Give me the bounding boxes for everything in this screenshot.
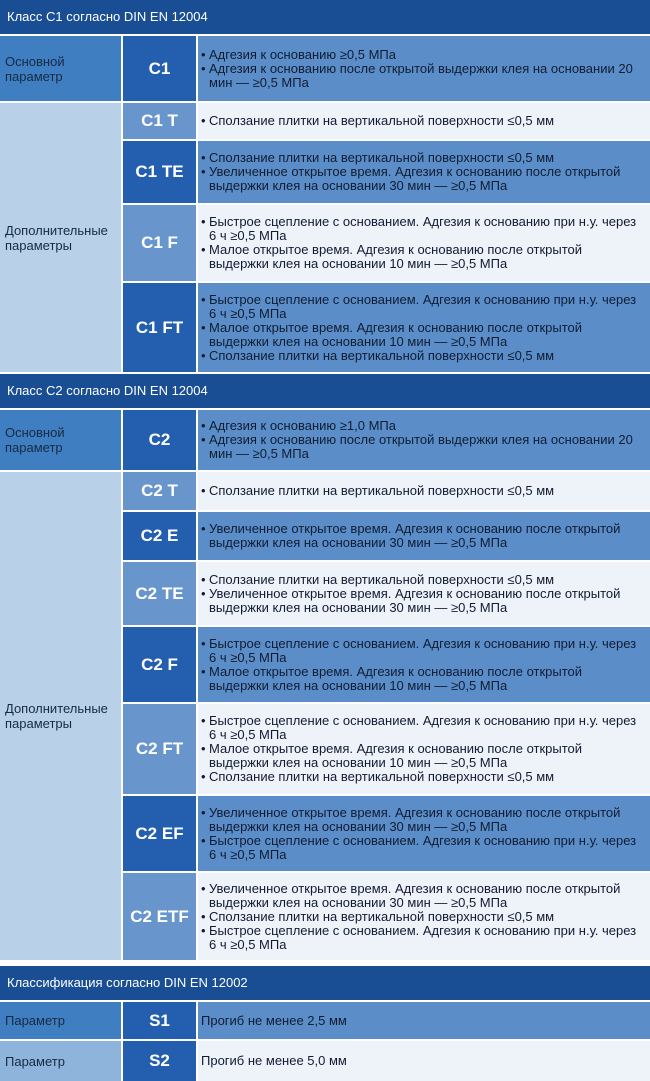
code-c1-te: C1 TE xyxy=(123,141,196,203)
desc-c1 xyxy=(198,36,650,101)
desc-c1-f-item: • Малое открытое время. Адгезия к основанию после открытой выдержки клея на основании 10 мин — ≥0,5 МПа xyxy=(201,243,642,271)
code-c1: C1 xyxy=(123,36,196,101)
desc-c2-ef xyxy=(198,796,650,871)
desc-c1-t xyxy=(198,103,650,139)
desc-c2-te xyxy=(198,562,650,625)
code-c1-t: C1 T xyxy=(123,103,196,139)
desc-c2-t-item: • Сползание плитки на вертикальной поверхности ≤0,5 мм xyxy=(201,484,642,498)
desc-c1-ft-item: • Сползание плитки на вертикальной поверхности ≤0,5 мм xyxy=(201,349,642,363)
section1-main-label: Основной параметр xyxy=(0,36,121,101)
desc-c2-etf-item: • Быстрое сцепление с основанием. Адгезия к основанию при н.у. через 6 ч ≥0,5 МПа xyxy=(201,924,642,952)
desc-c1-te xyxy=(198,141,650,203)
desc-c2-item: • Адгезия к основанию ≥1,0 МПа xyxy=(201,419,642,433)
section2-additional-label: Дополнительные параметры xyxy=(0,472,121,960)
section3-header: Классификация согласно DIN EN 12002 xyxy=(0,966,650,1000)
desc-c2-ft-item: • Быстрое сцепление с основанием. Адгезия к основанию при н.у. через 6 ч ≥0,5 МПа xyxy=(201,714,642,742)
section3-row2-label: Параметр xyxy=(0,1041,121,1081)
code-c1-ft: C1 FT xyxy=(123,283,196,372)
desc-c1-item: • Адгезия к основанию после открытой выдержки клея на основании 20 мин — ≥0,5 МПа xyxy=(201,62,642,90)
desc-c2-etf-item: • Сползание плитки на вертикальной поверхности ≤0,5 мм xyxy=(201,910,642,924)
desc-c2-f-item: • Быстрое сцепление с основанием. Адгезия к основанию при н.у. через 6 ч ≥0,5 МПа xyxy=(201,637,642,665)
desc-c1-ft-item: • Малое открытое время. Адгезия к основанию после открытой выдержки клея на основании 10 мин — ≥0,5 МПа xyxy=(201,321,642,349)
desc-c2-etf-item: • Увеличенное открытое время. Адгезия к основанию после открытой выдержки клея на основании 30 мин — ≥0,5 МПа xyxy=(201,882,642,910)
desc-c2-f xyxy=(198,627,650,702)
code-c2-ft: C2 FT xyxy=(123,704,196,794)
section3-row1-label: Параметр xyxy=(0,1002,121,1039)
code-c2-t: C2 T xyxy=(123,472,196,510)
code-c2-ef: C2 EF xyxy=(123,796,196,871)
desc-s2 xyxy=(198,1041,650,1081)
section2-main-label: Основной параметр xyxy=(0,410,121,470)
desc-s2-text: Прогиб не менее 5,0 мм xyxy=(201,1053,347,1068)
desc-c1-f xyxy=(198,205,650,281)
desc-c1-ft xyxy=(198,283,650,372)
desc-c2-f-item: • Малое открытое время. Адгезия к основанию после открытой выдержки клея на основании 10 мин — ≥0,5 МПа xyxy=(201,665,642,693)
desc-c2-e xyxy=(198,512,650,560)
desc-c2 xyxy=(198,410,650,470)
desc-c1-f-item: • Быстрое сцепление с основанием. Адгезия к основанию при н.у. через 6 ч ≥0,5 МПа xyxy=(201,215,642,243)
desc-c2-ft-item: • Сползание плитки на вертикальной поверхности ≤0,5 мм xyxy=(201,770,642,784)
section2-header: Класс C2 согласно DIN EN 12004 xyxy=(0,374,650,408)
desc-c2-e-item: • Увеличенное открытое время. Адгезия к основанию после открытой выдержки клея на основании 30 мин — ≥0,5 МПа xyxy=(201,522,642,550)
desc-c2-t xyxy=(198,472,650,510)
code-c2-etf: C2 ETF xyxy=(123,873,196,960)
code-s2: S2 xyxy=(123,1041,196,1081)
desc-s1 xyxy=(198,1002,650,1039)
desc-c2-item: • Адгезия к основанию после открытой выдержки клея на основании 20 мин — ≥0,5 МПа xyxy=(201,433,642,461)
desc-c2-etf xyxy=(198,873,650,960)
desc-s1-text: Прогиб не менее 2,5 мм xyxy=(201,1012,347,1028)
desc-c2-ft xyxy=(198,704,650,794)
section1-additional-label: Дополнительные параметры xyxy=(0,103,121,372)
code-c2: C2 xyxy=(123,410,196,470)
desc-c2-te-item: • Сползание плитки на вертикальной поверхности ≤0,5 мм xyxy=(201,573,642,587)
desc-c1-item: • Адгезия к основанию ≥0,5 МПа xyxy=(201,48,642,62)
desc-c1-t-item: • Сползание плитки на вертикальной поверхности ≤0,5 мм xyxy=(201,114,642,128)
section1-header: Класс C1 согласно DIN EN 12004 xyxy=(0,0,650,34)
code-c1-f: C1 F xyxy=(123,205,196,281)
desc-c2-ef-item: • Увеличенное открытое время. Адгезия к основанию после открытой выдержки клея на основании 30 мин — ≥0,5 МПа xyxy=(201,806,642,834)
desc-c1-ft-item: • Быстрое сцепление с основанием. Адгезия к основанию при н.у. через 6 ч ≥0,5 МПа xyxy=(201,293,642,321)
code-c2-e: C2 E xyxy=(123,512,196,560)
desc-c1-te-item: • Увеличенное открытое время. Адгезия к основанию после открытой выдержки клея на основании 30 мин — ≥0,5 МПа xyxy=(201,165,642,193)
code-s1: S1 xyxy=(123,1002,196,1039)
desc-c2-ft-item: • Малое открытое время. Адгезия к основанию после открытой выдержки клея на основании 10 мин — ≥0,5 МПа xyxy=(201,742,642,770)
desc-c2-ef-item: • Быстрое сцепление с основанием. Адгезия к основанию при н.у. через 6 ч ≥0,5 МПа xyxy=(201,834,642,862)
code-c2-f: C2 F xyxy=(123,627,196,702)
desc-c1-te-item: • Сползание плитки на вертикальной поверхности ≤0,5 мм xyxy=(201,151,642,165)
code-c2-te: C2 TE xyxy=(123,562,196,625)
desc-c2-te-item: • Увеличенное открытое время. Адгезия к основанию после открытой выдержки клея на основании 30 мин — ≥0,5 МПа xyxy=(201,587,642,615)
